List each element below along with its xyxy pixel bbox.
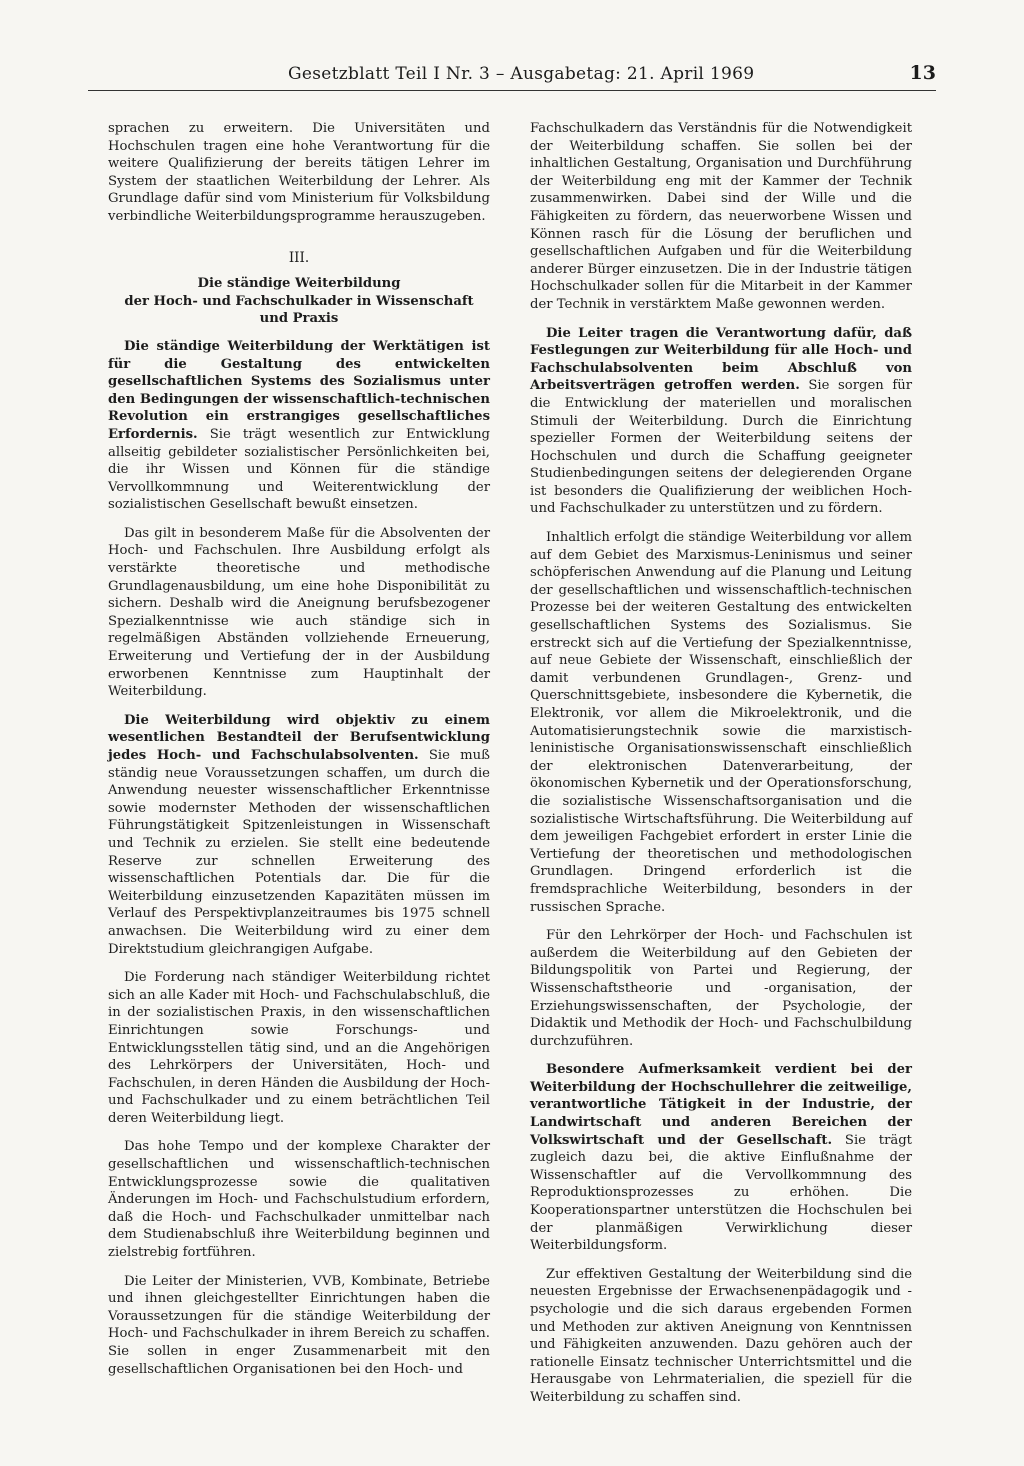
- left-column: [108, 120, 490, 1389]
- bold-lead: Die ständige Weiterbildung der Werktätigen ist für die Gestaltung des entwickelten gesellschaftlichen Systems des Sozialismus unter den Bedingungen der wissenschaftlich-technischen Revolution ein erstrangiges gesellschaftliches Erfordernis.: [108, 338, 490, 442]
- paragraph: Die Leiter der Ministerien, VVB, Kombinate, Betriebe und ihnen gleichgestellter Einrichtungen haben die Voraussetzungen für die ständige Weiterbildung der Hoch- und Fachschulkader in ihrem Bereich zu schaffen. Sie sollen in enger Zusammenarbeit mit den gesellschaftlichen Organisationen bei den Hoch- und: [108, 1273, 490, 1377]
- paragraph: sprachen zu erweitern. Die Universitäten und Hochschulen tragen eine hohe Verantwortung für die weitere Qualifizierung der bereits tätigen Lehrer im System der staatlichen Weiterbildung der Lehrer. Als Grundlage dafür sind vom Ministerium für Volksbildung verbindliche Weiterbildungsprogramme herauszugeben.: [108, 121, 490, 224]
- section-number: III.: [288, 249, 310, 266]
- section-title-line: und Praxis: [259, 311, 339, 327]
- section-title-line: Die ständige Weiterbildung: [197, 276, 401, 292]
- bold-lead: Die Weiterbildung wird objektiv zu einem wesentlichen Bestandteil der Berufsentwicklung jedes Hoch- und Fachschulabsolventen.: [108, 712, 490, 763]
- paragraph: Das hohe Tempo und der komplexe Charakter der gesellschaftlichen und wissenschaftlich-technischen Entwicklungsprozesse sowie die qualitativen Änderungen im Hoch- und Fachschulstudium erfordern, daß die Hoch- und Fachschulkader unmittelbar nach dem Studienabschluß ihre Weiterbildung beginnen und zielstrebig fortführen.: [108, 1139, 490, 1261]
- paragraph: Das gilt in besonderem Maße für die Absolventen der Hoch- und Fachschulen. Ihre Ausbildung erfolgt als verstärkte theoretische und methodische Grundlagenausbildung, um eine hohe Disponibilität zu sichern. Deshalb wird die Aneignung berufsbezogener Spezialkenntnisse wie auch ständige sich in regelmäßigen Abständen vollziehende Erneuerung, Erweiterung und Vertiefung der in der Ausbildung erworbenen Kenntnisse zum Hauptinhalt der Weiterbildung.: [108, 525, 490, 700]
- header-title: Gesetzblatt Teil I Nr. 3 – Ausgabetag: 21. April 1969: [288, 64, 755, 84]
- page-number: 13: [909, 62, 936, 84]
- right-column: [530, 120, 912, 1418]
- paragraph: Inhaltlich erfolgt die ständige Weiterbildung vor allem auf dem Gebiet des Marxismus-Leninismus und seiner schöpferischen Anwendung auf die Planung und Leitung der gesellschaftlichen und wissenschaftlich-technischen Prozesse bei der weiteren Gestaltung des entwickelten gesellschaftlichen Systems des Sozialismus. Sie erstreckt sich auf die Vertiefung der Spezialkenntnisse, auf neue Gebiete der Wissenschaft, einschließlich der damit verbundenen Grundlagen-, Grenz- und Querschnittsgebiete, insbesondere die Kybernetik, die Elektronik, vor allem die Mikroelektronik, und die Automatisierungstechnik sowie die marxistisch-leninistische Organisationswissenschaft einschließlich der elektronischen Datenverarbeitung, der ökonomischen Kybernetik und der Operationsforschung, die sozialistische Wissenschaftsorganisation und die sozialistische Wirtschaftsführung. Die Weiterbildung auf dem jeweiligen Fachgebiet erfordert in erster Linie die Vertiefung der theoretischen und methodologischen Grundlagen. Dringend erforderlich ist die fremdsprachliche Weiterbildung, besonders in der russischen Sprache.: [530, 530, 912, 915]
- bold-lead: Die Leiter tragen die Verantwortung dafür, daß Festlegungen zur Weiterbildung für alle Hoch- und Fachschulabsolventen beim Abschluß von Arbeitsverträgen getroffen werden.: [530, 325, 912, 394]
- bold-lead: Besondere Aufmerksamkeit verdient bei der Weiterbildung der Hochschullehrer die zeitweilige, verantwortliche Tätigkeit in der Industrie, der Landwirtschaft und anderen Bereichen der Volkswirtschaft und der Gesellschaft.: [530, 1062, 912, 1148]
- paragraph: Zur effektiven Gestaltung der Weiterbildung sind die neuesten Ergebnisse der Erwachsenenpädagogik und -psychologie und die sich daraus ergebenden Formen und Methoden zur aktiven Aneignung von Kenntnissen und Fähigkeiten anzuwenden. Dazu gehören auch der rationelle Einsatz technischer Unterrichtsmittel und die Herausgabe von Lehrmaterialien, die speziell für die Weiterbildung zu schaffen sind.: [530, 1266, 912, 1405]
- paragraph-text: Sie trägt zugleich dazu bei, die aktive Einflußnahme der Wissenschaftler auf die Vervollkommnung des Reproduktionsprozesses zu erhöhen. Die Kooperationspartner unterstützen die Hochschulen bei der planmäßigen Verwirklichung dieser Weiterbildungsform.: [530, 1132, 912, 1254]
- paragraph-text: Sie trägt wesentlich zur Entwicklung allseitig gebildeter sozialistischer Persönlichkeiten bei, die ihr Wissen und Können für die ständige Vervollkommnung und Weiterentwicklung der sozialistischen Gesellschaft bewußt einsetzen.: [108, 426, 490, 513]
- paragraph: Die Forderung nach ständiger Weiterbildung richtet sich an alle Kader mit Hoch- und Fachschulabschluß, die in der sozialistischen Praxis, in den wissenschaftlichen Einrichtungen sowie Forschungs- und Entwicklungsstellen tätig sind, und an die Angehörigen des Lehrkörpers der Universitäten, Hoch- und Fachschulen, in deren Händen die Ausbildung der Hoch- und Fachschulkader und zu einem beträchtlichen Teil deren Weiterbildung liegt.: [108, 970, 490, 1126]
- paragraph: [530, 325, 912, 519]
- section-title: [108, 275, 490, 328]
- paragraph-text: Sie muß ständig neue Voraussetzungen schaffen, um durch die Anwendung neuester wissenschaftlicher Erkenntnisse sowie modernster Methoden der wissenschaftlichen Führungstätigkeit Spitzenleistungen in Wissenschaft und Technik zu erzielen. Sie stellt eine bedeutende Reserve zur schnellen Erweiterung des wissenschaftlichen Potentials dar. Die für die Weiterbildung einzusetzenden Kapazitäten müssen im Verlauf des Perspektivplanzeitraumes bis 1975 schnell anwachsen. Die Weiterbildung wird zu einer dem Direktstudium gleichrangigen Aufgabe.: [108, 748, 490, 957]
- paragraph-text: Sie sorgen für die Entwicklung der materiellen und moralischen Stimuli der Weiterbildung. Durch die Einrichtung spezieller Formen der Weiterbildung seitens der Hochschulen und durch die Schaffung geeigneter Studienbedingungen seitens der delegierenden Organe ist besonders die Qualifizierung der weiblichen Hoch- und Fachschulkader zu unterstützen und zu fördern.: [530, 378, 913, 517]
- section-title-line: der Hoch- und Fachschulkader in Wissenschaft: [124, 293, 474, 309]
- paragraph: [530, 1061, 912, 1255]
- paragraph: [108, 712, 490, 958]
- paragraph: Fachschulkadern das Verständnis für die Notwendigkeit der Weiterbildung schaffen. Sie sollen bei der inhaltlichen Gestaltung, Organisation und Durchführung der Weiterbildung eng mit der Kammer der Technik zusammenwirken. Dabei sind der Wille und die Fähigkeiten zu fördern, das neuerworbene Wissen und Können rasch für die Lösung der beruflichen und gesellschaftlichen Aufgaben und für die Weiterbildung anderer Bürger einzusetzen. Die in der Industrie tätigen Hochschulkader sollen für die Mitarbeit in der Kammer der Technik in verstärktem Maße gewonnen werden.: [530, 121, 912, 312]
- paragraph: Für den Lehrkörper der Hoch- und Fachschulen ist außerdem die Weiterbildung auf den Gebieten der Bildungspolitik von Partei und Regierung, der Wissenschaftstheorie und -organisation, der Erziehungswissenschaften, der Psychologie, der Didaktik und Methodik der Hoch- und Fachschulbildung durchzuführen.: [530, 928, 912, 1049]
- paragraph: [108, 338, 490, 514]
- page-header: [88, 60, 936, 91]
